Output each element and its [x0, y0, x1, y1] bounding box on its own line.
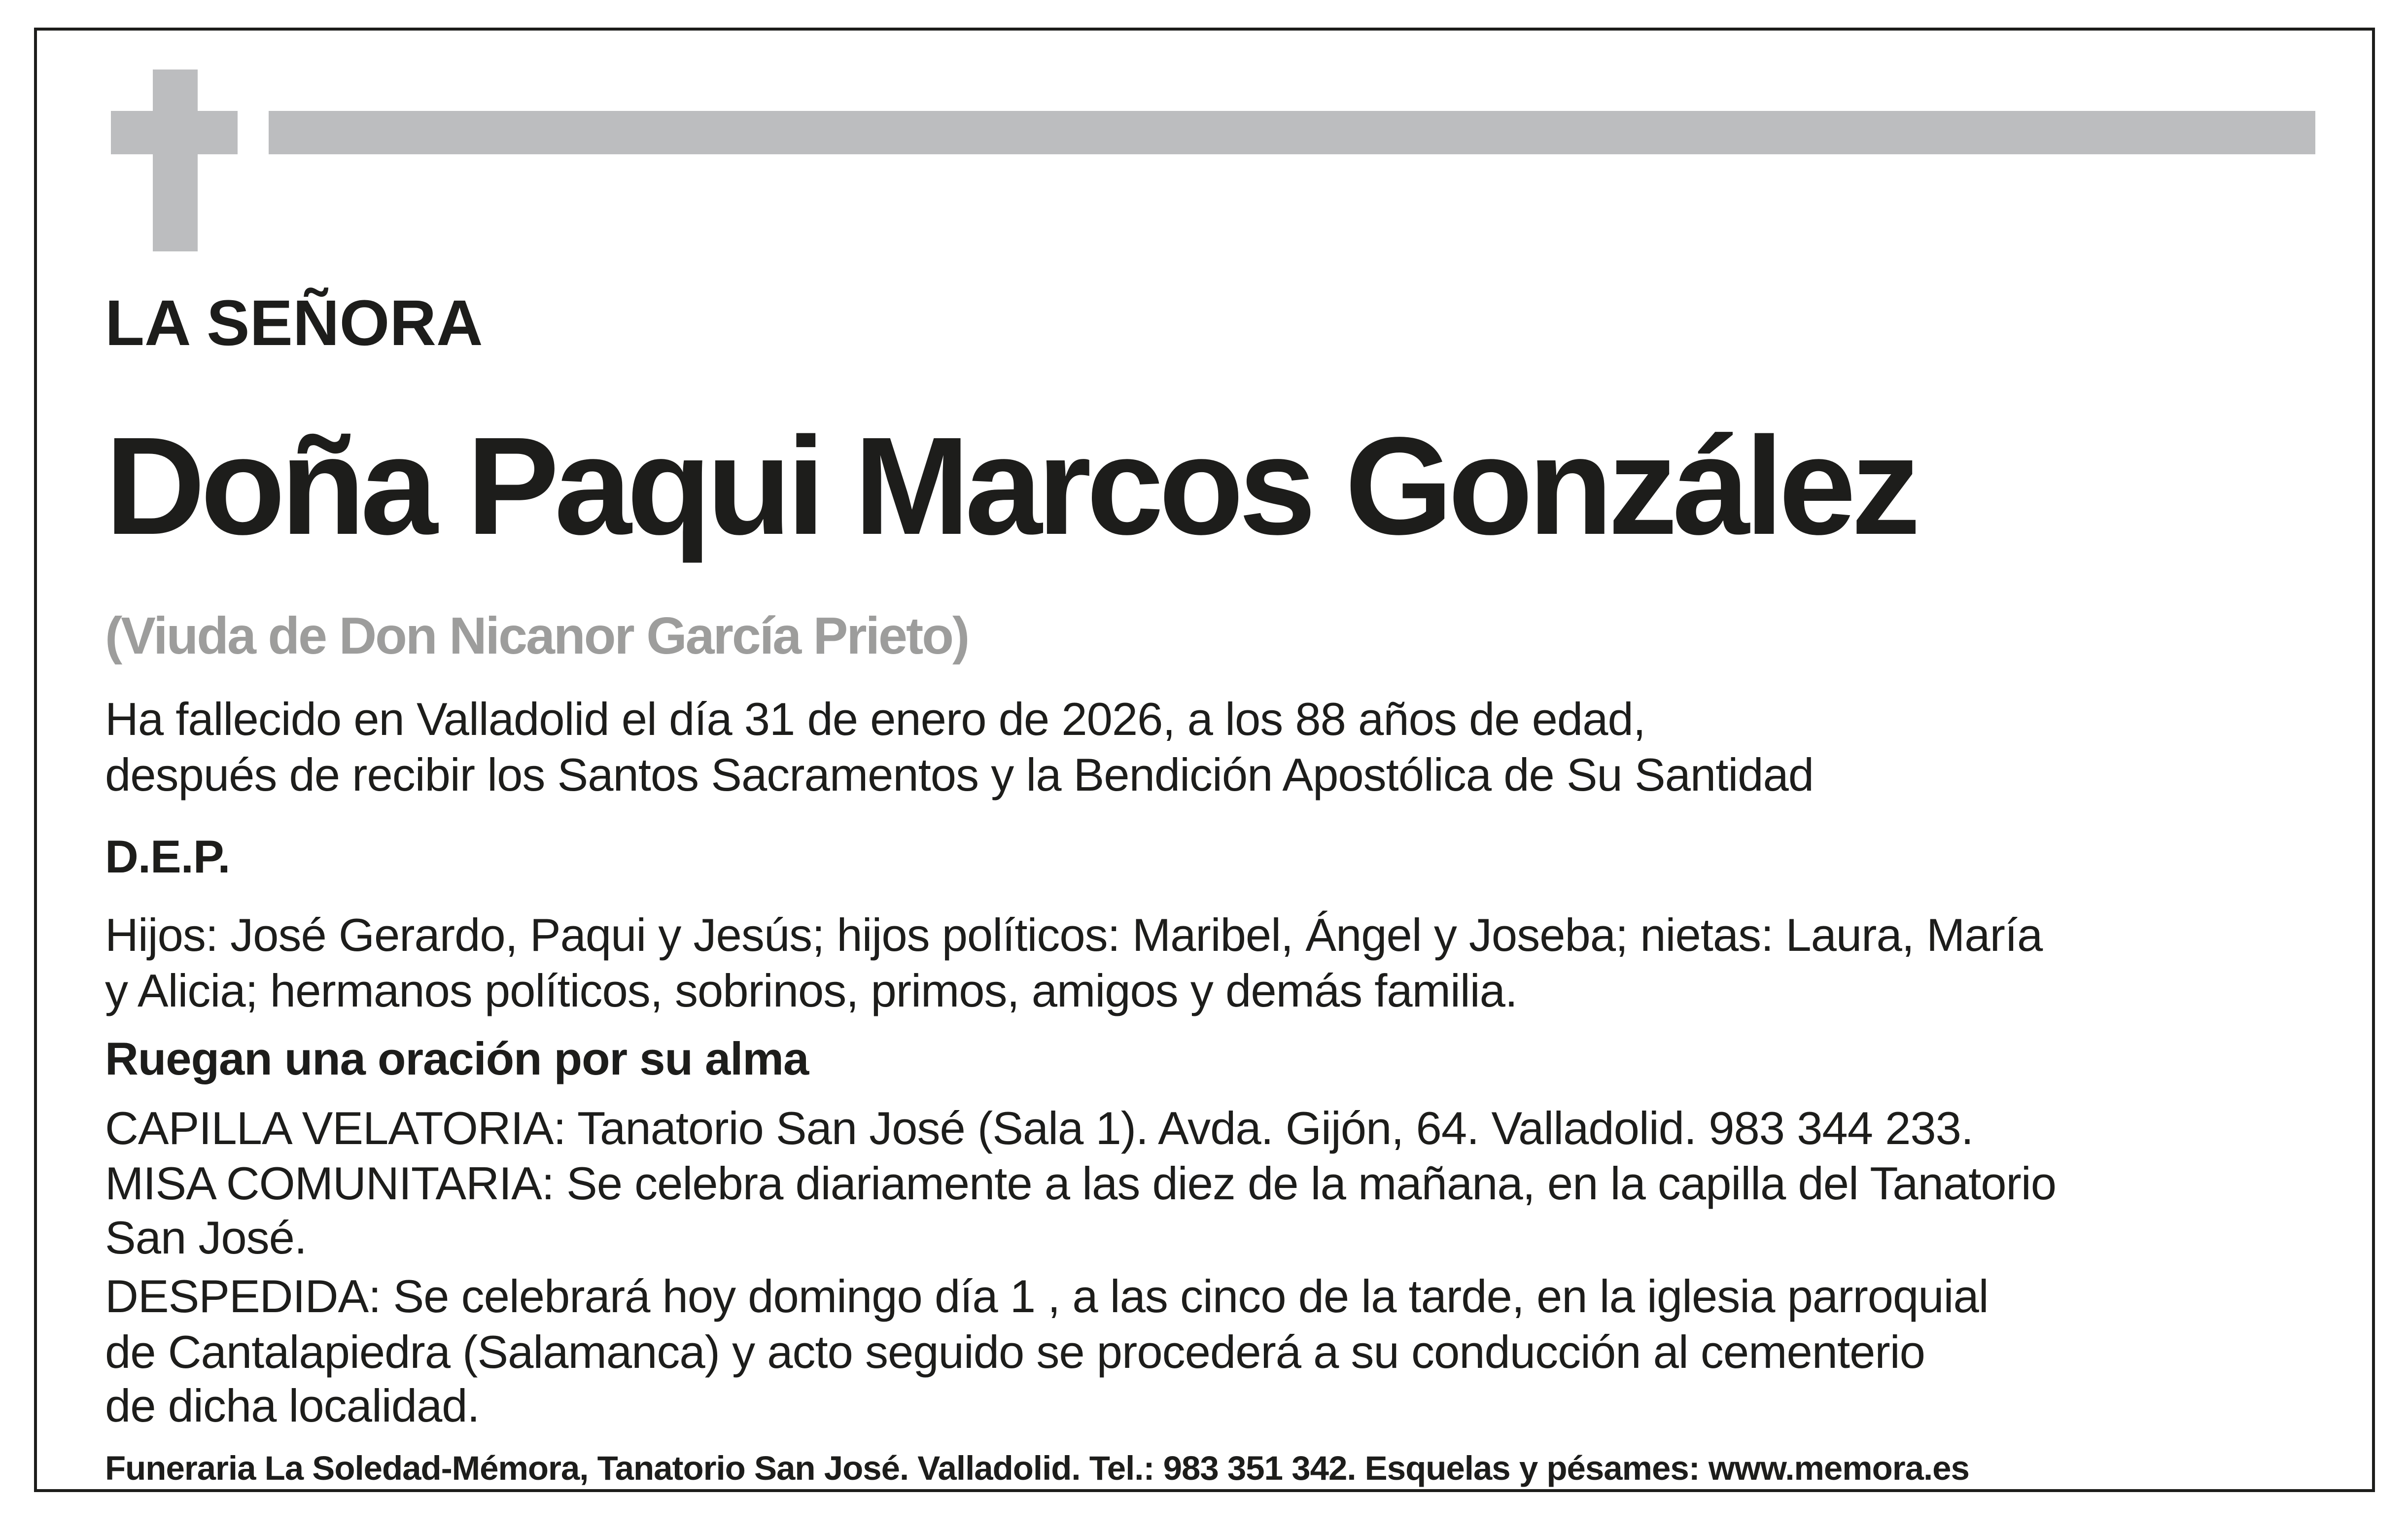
detail-line: MISA COMUNITARIA: Se celebra diariamente a las diez de la mañana, en la capilla del Tanatorio: [105, 1157, 2056, 1209]
dep-label: D.E.P.: [105, 831, 230, 882]
detail-line: de dicha localidad.: [105, 1380, 480, 1431]
widow-of: (Viuda de Don Nicanor García Prieto): [105, 607, 969, 665]
family-line: Hijos: José Gerardo, Paqui y Jesús; hijos políticos: Maribel, Ángel y Joseba; nietas: Laura, María: [105, 909, 2043, 961]
title-label: LA SEÑORA: [105, 286, 483, 359]
deceased-name: Doña Paqui Marcos González: [105, 408, 1916, 563]
prayer-request: Ruegan una oración por su alma: [105, 1033, 809, 1084]
detail-line: de Cantalapiedra (Salamanca) y acto seguido se procederá a su conducción al cementerio: [105, 1326, 1925, 1378]
family-line: y Alicia; hermanos políticos, sobrinos, primos, amigos y demás familia.: [105, 965, 1518, 1016]
death-notice-line: Ha fallecido en Valladolid el día 31 de enero de 2026, a los 88 años de edad,: [105, 693, 1645, 745]
detail-line: DESPEDIDA: Se celebrará hoy domingo día 1 , a las cinco de la tarde, en la iglesia parroquial: [105, 1270, 1989, 1322]
footer-funeral-home: Funeraria La Soledad-Mémora, Tanatorio San José. Valladolid. Tel.: 983 351 342. Esquelas y pésames: www.memora.es: [105, 1449, 1969, 1487]
header-rule: [269, 111, 2315, 154]
detail-line: San José.: [105, 1212, 307, 1263]
detail-line: CAPILLA VELATORIA: Tanatorio San José (Sala 1). Avda. Gijón, 64. Valladolid. 983 344 233.: [105, 1102, 1974, 1154]
death-notice-line: después de recibir los Santos Sacramentos y la Bendición Apostólica de Su Santidad: [105, 749, 1814, 801]
